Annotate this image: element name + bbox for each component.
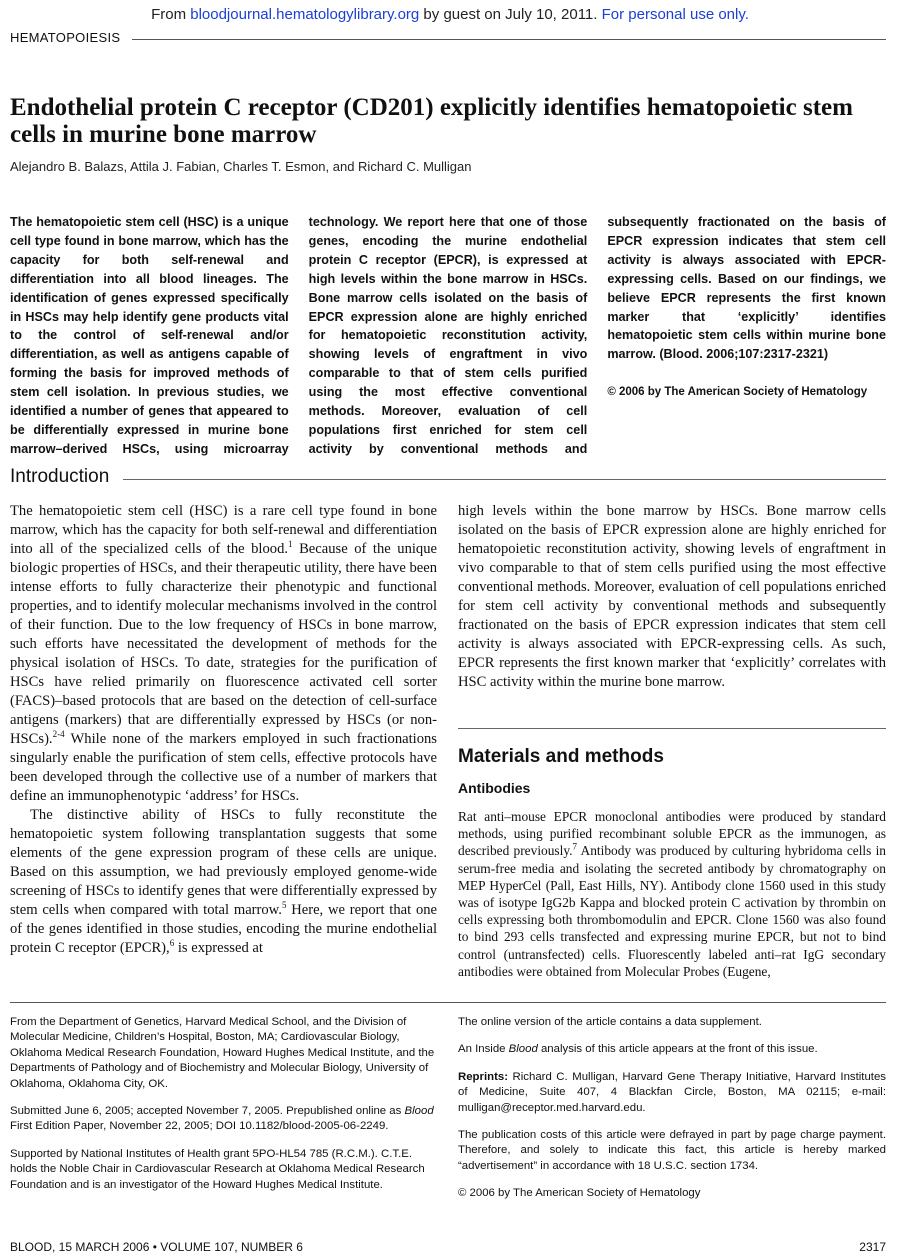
methods-heading: Materials and methods	[458, 746, 664, 767]
supplement-note: The online version of the article contains a data supplement.	[458, 1016, 762, 1028]
abstract-copyright: © 2006 by The American Society of Hematology	[607, 386, 868, 399]
section-tag-label: HEMATOPOIESIS	[10, 30, 121, 45]
journal-issue: BLOOD, 15 MARCH 2006 • VOLUME 107, NUMBER 6	[10, 1240, 303, 1254]
text-span: Richard C. Mulligan, Harvard Gene Therapy Initiative, Harvard Institutes of Medicine, Suite 407, 4 Blackfan Circle, Boston, MA 02115; e-mail: mulligan@receptor.med.harvard.edu.	[458, 1070, 886, 1114]
site-link[interactable]: bloodjournal.hematologylibrary.org	[190, 6, 420, 23]
journal-name: Blood	[508, 1043, 538, 1056]
text-span: The hematopoietic stem cell (HSC) is a rare cell type found in bone marrow, which has the capacity for both self-renewal and differentiation into all of the specialized cells of the blood.	[10, 503, 437, 557]
support-note: Supported by National Institutes of Health grant 5PO-HL54 785 (R.C.M.). C.T.E. holds the Noble Chair in Cardiovascular Research at Oklahoma Medical Research Foundation and is an investigator of the Howard Hughes Medical Institute.	[10, 1147, 425, 1191]
abstract-text: The hematopoietic stem cell (HSC) is a unique cell type found in bone marrow, which has the capacity for both self-renewal and differentiation into all blood lineages. The identification of genes expressed specifically in HSCs may help identify gene products vital to the control of self-renewal and/or differentiation, as well as antigens capable of forming the basis for improved methods of stem cell isolation. In previous studies, we identified a number of genes that appeared to be differentially expressed in murine bone marrow–derived HSCs, using microarray technology. We report here that one of those genes, encoding the murine endothelial protein C receptor (EPCR), is expressed at high levels within the bone marrow in HSCs. Bone marrow cells isolated on the basis of EPCR expression alone are highly enriched for hematopoietic reconstitution activity, showing levels of engraftment in vivo comparable to that of stem cells purified using the most effective conventional methods. Moreover, evaluation of cell populations first enriched for stem cell activity by conventional methods and subsequently fractionated on the basis of EPCR expression indicates that stem cell activity is always associated with EPCR-expressing cells. Based on our findings, we believe EPCR represents the first known marker that ‘explicitly’ identifies hematopoietic stem cells within murine bone marrow. (Blood. 2006;107:2317-2321)	[10, 215, 886, 456]
download-banner	[0, 6, 900, 23]
antibodies-paragraph	[458, 808, 886, 980]
abstract	[10, 213, 886, 463]
page-footer	[10, 1240, 886, 1254]
inside-blood-note	[458, 1042, 886, 1057]
section-tag-rule	[132, 39, 886, 40]
introduction-rule	[123, 479, 886, 480]
article-title: Endothelial protein C receptor (CD201) explicitly identifies hematopoietic stem cells in murine bone marrow	[10, 94, 853, 148]
reprints-note	[458, 1070, 886, 1116]
personal-use-link[interactable]: For personal use only.	[601, 6, 749, 23]
footnotes-left	[10, 1015, 437, 1205]
footnotes-right	[458, 1015, 886, 1214]
intro-left-column	[10, 502, 437, 958]
footnote-copyright: © 2006 by The American Society of Hematology	[458, 1187, 701, 1200]
page-number: 2317	[859, 1240, 886, 1254]
text-span: Because of the unique biologic properties of HSCs, and their therapeutic utility, there have been intense efforts to fully characterize their phenotypic and functional properties, and to identify molecular mechanisms involved in the control of their function. Due to the low frequency of HSCs in bone marrow, such efforts have necessitated the development of methods for the physical isolation of HSCs. To date, strategies for the purification of HSCs have relied primarily on fluorescence activated cell sorter (FACS)–based protocols that are based on the detection of cell-surface antigens (markers) that are differentially expressed by HSCs (or non-HSCs).	[10, 541, 438, 747]
section-tag	[10, 30, 886, 45]
text-span: Here, we report that one of the genes identified in those studies, encoding the murine endothelial protein C receptor (EPCR),	[10, 902, 438, 956]
costs-note: The publication costs of this article were defrayed in part by page charge payment. Therefore, and solely to indicate this fact, this article is hereby marked “advertisement” in accordance with 18 U.S.C. section 1734.	[458, 1129, 886, 1172]
affiliation-note: From the Department of Genetics, Harvard Medical School, and the Division of Molecular Medicine, Children’s Hospital, Boston, MA; Cardiovascular Biology, Oklahoma Medical Research Foundation, Howard Hughes Medical Institute, and the Departments of Pathology and of Biochemistry and Molecular Biology, University of Oklahoma, Oklahoma City, OK.	[10, 1016, 435, 1090]
intro-paragraph-1	[10, 502, 437, 806]
text-span: Rat anti–mouse EPCR monoclonal antibodies were produced by standard methods, using purified recombinant soluble EPCR as the immunogen, as described previously.	[458, 809, 886, 859]
submission-note	[10, 1104, 437, 1135]
intro-paragraph-2	[10, 806, 437, 958]
author-list: Alejandro B. Balazs, Attila J. Fabian, Charles T. Esmon, and Richard C. Mulligan	[10, 159, 472, 174]
intro-paragraph-3: high levels within the bone marrow by HSCs. Bone marrow cells isolated on the basis of EPCR expression alone are highly enriched for hematopoietic reconstitution activity, showing levels of engraftment in vivo comparable to that of stem cells purified using the most effective conventional methods. Moreover, evaluation of cell populations enriched for stem cell activity by conventional methods and subsequently fractionated on the basis of EPCR expression indicates that stem cell activity is always associated with EPCR-expressing cells. As such, EPCR represents the first known marker that ‘explicitly’ correlates with HSC activity within the murine bone marrow.	[458, 503, 886, 690]
text-span: An Inside	[458, 1043, 509, 1056]
text-span: Submitted June 6, 2005; accepted November 7, 2005. Prepublished online as	[10, 1105, 405, 1118]
banner-prefix: From	[151, 6, 191, 23]
footnote-rule	[10, 1002, 886, 1003]
citation-5: 5	[281, 900, 287, 911]
text-span: Antibody was produced by culturing hybridoma cells in serum-free media and isolating the secreted antibody by chromatography on MEP HyperCel (Pall, East Hills, NY). Antibody clone 1560 used in this study was of isotype IgG2b Kappa and blocked protein C activation by thrombin on cells expressing both thrombomodulin and EPCR. Clone 1560 was also found to bind 293 cells transfected and expressing murine EPCR, but not to bind control (untransfected) cells. Fluorescently labeled anti–rat IgG secondary antibodies were obtained from Molecular Probes (Eugene,	[458, 843, 887, 979]
citation-7: 7	[572, 841, 578, 852]
text-span: While none of the markers employed in such fractionations singularly enable the purification of stem cells, effective protocols have been developed through the collective use of a number of markers that define an immunophenotypic ‘address’ for HSCs.	[10, 731, 437, 804]
text-span: analysis of this article appears at the front of this issue.	[537, 1043, 818, 1056]
reprints-label: Reprints:	[458, 1070, 508, 1083]
text-span: The distinctive ability of HSCs to fully reconstitute the hematopoietic system following transplantation suggests that some elements of the gene expression program of these cells are unique. Based on this assumption, we had previously employed genome-wide screening of HSCs to identify genes that were differentially expressed by stem cells when compared with total marrow.	[10, 807, 437, 918]
citation-1: 1	[288, 539, 293, 550]
introduction-heading	[10, 466, 886, 488]
banner-mid: by guest on July 10, 2011.	[419, 6, 602, 23]
journal-name: Blood	[404, 1105, 434, 1118]
text-span: is expressed at	[174, 940, 263, 956]
citation-6: 6	[169, 938, 175, 949]
text-span: First Edition Paper, November 22, 2005; DOI 10.1182/blood-2005-06-2249.	[10, 1120, 389, 1133]
methods-rule	[458, 728, 886, 729]
citation-2-4: 2-4	[52, 729, 65, 740]
intro-right-column	[458, 502, 886, 692]
antibodies-subheading: Antibodies	[458, 780, 531, 796]
introduction-heading-label: Introduction	[10, 466, 110, 487]
